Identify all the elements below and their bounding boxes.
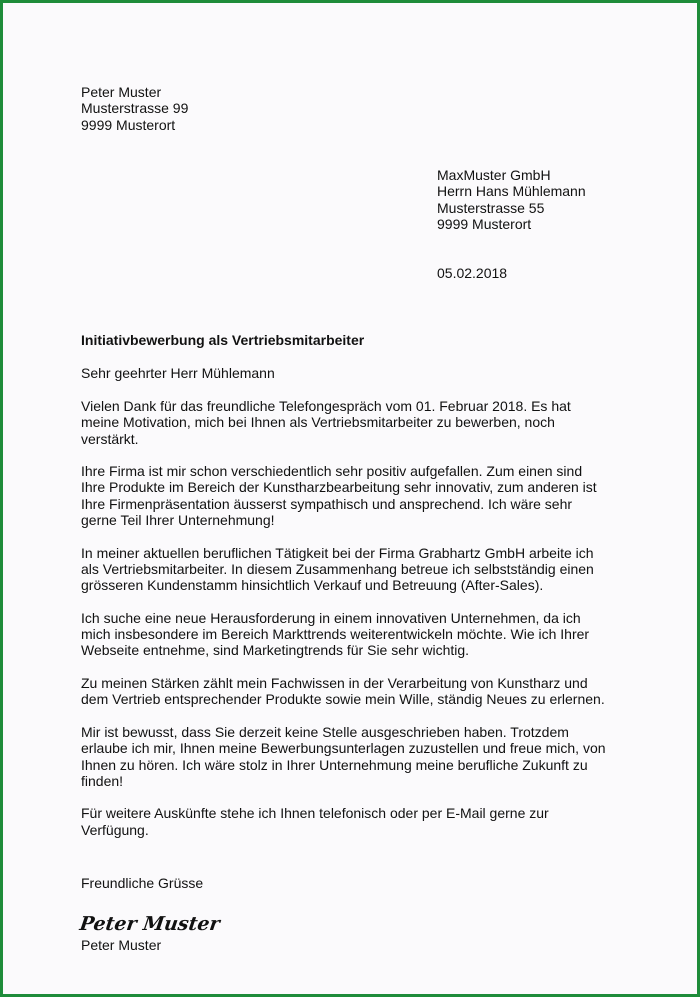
- paragraph-line: erlaube ich mir, Ihnen meine Bewerbungsunterlagen zuzustellen und freue mich, von: [81, 740, 606, 757]
- paragraph-line: Ihre Produkte im Bereich der Kunstharzbearbeitung sehr innovativ, zum anderen ist: [81, 479, 597, 496]
- paragraph-line: grösseren Kundenstamm hinsichtlich Verkauf und Betreuung (After-Sales).: [81, 577, 544, 594]
- recipient-city: 9999 Musterort: [437, 215, 532, 232]
- handwritten-signature: [78, 909, 222, 935]
- letter-date: 05.02.2018: [437, 265, 508, 281]
- paragraph: [81, 805, 641, 838]
- paragraph: [81, 463, 641, 528]
- signature-text: Peter Muster: [78, 912, 222, 935]
- recipient-company: MaxMuster GmbH: [437, 167, 551, 183]
- paragraph-line: gerne Teil Ihrer Unternehmung!: [81, 512, 275, 529]
- signed-name: Peter Muster: [81, 937, 162, 953]
- paragraph-line: Webseite entnehme, sind Marketingtrends für Sie sehr wichtig.: [81, 642, 470, 659]
- paragraph-line: mich insbesondere im Bereich Markttrends weiterentwickeln möchte. Wie ich Ihrer: [81, 626, 590, 643]
- paragraph: [81, 398, 641, 447]
- recipient-person: Herrn Hans Mühlemann: [437, 183, 586, 200]
- closing-phrase: Freundliche Grüsse: [81, 875, 204, 891]
- recipient-address: [437, 167, 586, 232]
- paragraph-line: In meiner aktuellen beruflichen Tätigkeit bei der Firma Grabhartz GmbH arbeite ich: [81, 544, 594, 561]
- paragraph-line: Ihnen zu hören. Ich wäre stolz in Ihrer Unternehmung meine berufliche Zukunft zu: [81, 756, 588, 773]
- sender-name: Peter Muster: [81, 84, 162, 100]
- paragraph-line: Verfügung.: [81, 821, 149, 838]
- paragraph-line: Zu meinen Stärken zählt mein Fachwissen in der Verarbeitung von Kunstharz und: [81, 675, 588, 692]
- paragraph-line: Ihre Firma ist mir schon verschiedentlich sehr positiv aufgefallen. Zum einen sind: [81, 463, 583, 480]
- recipient-street: Musterstrasse 55: [437, 199, 545, 216]
- paragraph-line: als Vertriebsmitarbeiter. In diesem Zusammenhang betreue ich selbstständig einen: [81, 560, 594, 577]
- paragraph: [81, 724, 641, 789]
- sender-city: 9999 Musterort: [81, 116, 176, 133]
- paragraph: [81, 545, 641, 594]
- sender-address: [81, 84, 188, 133]
- paragraph-line: Ihre Firmenpräsentation äusserst sympathisch und ansprechend. Ich wäre sehr: [81, 495, 573, 512]
- paragraph-line: Ich suche eine neue Herausforderung in einem innovativen Unternehmen, da ich: [81, 609, 581, 626]
- paragraph-line: finden!: [81, 772, 124, 789]
- paragraph-line: verstärkt.: [81, 430, 139, 447]
- paragraph-line: Für weitere Auskünfte stehe ich Ihnen telefonisch oder per E-Mail gerne zur: [81, 805, 549, 822]
- paragraph: [81, 610, 641, 659]
- paragraph-line: dem Vertrieb entsprechender Produkte sowie mein Wille, ständig Neues zu erlernen.: [81, 691, 605, 708]
- letter-body: [81, 398, 641, 854]
- letter-subject: Initiativbewerbung als Vertriebsmitarbeiter: [81, 332, 365, 348]
- sender-street: Musterstrasse 99: [81, 100, 189, 117]
- paragraph-line: Mir ist bewusst, dass Sie derzeit keine Stelle ausgeschrieben haben. Trotzdem: [81, 723, 569, 740]
- paragraph-line: Vielen Dank für das freundliche Telefongespräch vom 01. Februar 2018. Es hat: [81, 398, 571, 414]
- paragraph: [81, 675, 641, 708]
- salutation: Sehr geehrter Herr Mühlemann: [81, 365, 275, 381]
- paragraph-line: meine Motivation, mich bei Ihnen als Vertriebsmitarbeiter zu bewerben, noch: [81, 414, 555, 431]
